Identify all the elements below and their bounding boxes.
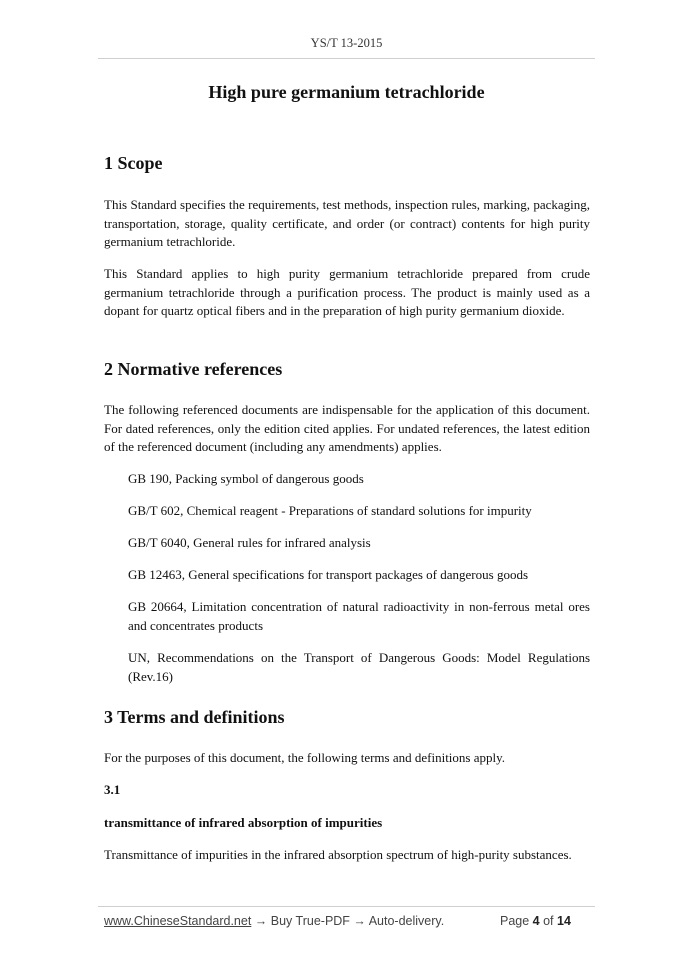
footer-promo bbox=[104, 914, 444, 928]
document-title: High pure germanium tetrachloride bbox=[208, 82, 485, 102]
reference-item: GB 190, Packing symbol of dangerous goods bbox=[128, 471, 364, 486]
terms-intro-paragraph: For the purposes of this document, the following terms and definitions apply. bbox=[104, 750, 506, 765]
section-heading-normative-references: 2 Normative references bbox=[104, 359, 283, 379]
normative-intro-paragraph: The following referenced documents are indispensable for the application of this document. For dated references, only the edition cited applies. For undated references, the latest edition of the referenced document (including any amendments) applies. bbox=[104, 402, 590, 454]
footer-divider bbox=[98, 906, 595, 907]
page-total: 14 bbox=[557, 914, 571, 928]
page-of-label: of bbox=[539, 914, 557, 928]
reference-item: GB 20664, Limitation concentration of natural radioactivity in non-ferrous metal ores and concentrates products bbox=[128, 599, 590, 633]
term-number: 3.1 bbox=[104, 782, 121, 797]
header-divider bbox=[98, 58, 595, 59]
term-definition: Transmittance of impurities in the infrared absorption spectrum of high-purity substances. bbox=[104, 847, 572, 862]
section-heading-terms-definitions: 3 Terms and definitions bbox=[104, 707, 285, 727]
section-heading-scope: 1 Scope bbox=[104, 153, 163, 173]
reference-item: UN, Recommendations on the Transport of Dangerous Goods: Model Regulations (Rev.16) bbox=[128, 650, 590, 684]
page-current: 4 bbox=[532, 914, 540, 928]
page-label: Page bbox=[500, 914, 533, 928]
scope-paragraph-2: This Standard applies to high purity germanium tetrachloride prepared from crude germanium tetrachloride through a purification process. The product is mainly used as a dopant for quartz optical fibers and in the preparation of high purity germanium dioxide. bbox=[104, 266, 590, 318]
header-standard-code: YS/T 13-2015 bbox=[310, 36, 383, 50]
page-number bbox=[500, 914, 571, 928]
term-name: transmittance of infrared absorption of impurities bbox=[104, 815, 383, 830]
scope-paragraph-1: This Standard specifies the requirements, test methods, inspection rules, marking, packaging, transportation, storage, quality certificate, and order (or contract) contents for high purity germanium tetrachloride. bbox=[104, 197, 590, 249]
footer-tagline: → Buy True-PDF → Auto-delivery. bbox=[251, 914, 445, 928]
website-link[interactable]: www.ChineseStandard.net bbox=[104, 914, 252, 928]
reference-item: GB/T 602, Chemical reagent - Preparations of standard solutions for impurity bbox=[128, 503, 532, 518]
reference-item: GB 12463, General specifications for transport packages of dangerous goods bbox=[128, 567, 528, 582]
reference-item: GB/T 6040, General rules for infrared analysis bbox=[128, 535, 371, 550]
